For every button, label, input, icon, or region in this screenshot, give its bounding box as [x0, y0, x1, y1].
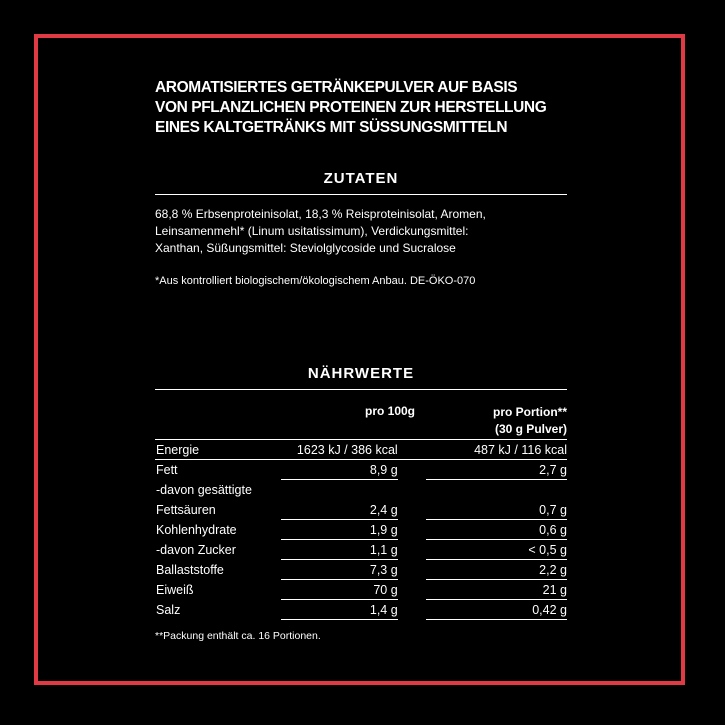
table-row-salz	[155, 600, 567, 620]
ingredients-line-1: 68,8 % Erbsenproteinisolat, 18,3 % Reisproteinisolat, Aromen,	[155, 207, 486, 221]
row-label: Eiweiß	[156, 583, 194, 597]
row-value-portion	[426, 480, 567, 500]
row-label: Salz	[156, 603, 181, 617]
headline-line-3: EINES KALTGETRÄNKS MIT SÜSSUNGSMITTELN	[155, 119, 508, 136]
row-label: Ballaststoffe	[156, 563, 224, 577]
table-row-fettsaeuren	[155, 500, 567, 520]
header-per-100g: pro 100g	[364, 404, 415, 418]
header-per-portion	[415, 404, 567, 439]
organic-note: *Aus kontrolliert biologischem/ökologischem Anbau. DE-ÖKO-070	[155, 275, 476, 287]
header-per-portion-line-1: pro Portion**	[493, 405, 567, 419]
table-row-kohlenhydrate	[155, 520, 567, 540]
ingredients-line-2: Leinsamenmehl* (Linum usitatissimum), Verdickungsmittel:	[155, 224, 469, 238]
ingredients-line-3: Xanthan, Süßungsmittel: Steviolglycoside und Sucralose	[155, 241, 456, 255]
table-row-eiweiss	[155, 580, 567, 600]
nutrition-table	[155, 404, 567, 620]
row-label: Energie	[156, 443, 200, 457]
row-label: -davon Zucker	[156, 543, 236, 557]
row-value-per100: 1623 kJ / 386 kcal	[296, 443, 398, 457]
header-per-portion-line-2: (30 g Pulver)	[494, 422, 567, 436]
product-headline	[155, 78, 567, 138]
row-value-portion: 2,7 g	[426, 460, 567, 480]
row-value-per100	[281, 480, 398, 500]
zutaten-title: ZUTATEN	[155, 170, 567, 195]
row-value-per100: 1,4 g	[281, 600, 398, 620]
label-content	[155, 78, 567, 617]
table-row-energie	[155, 440, 567, 460]
row-value-portion: 0,7 g	[426, 500, 567, 520]
row-label: -davon gesättigte	[156, 483, 252, 497]
ingredients-text	[155, 206, 567, 257]
row-value-portion: 0,42 g	[426, 600, 567, 620]
row-value-per100: 1,1 g	[281, 540, 398, 560]
naehrwerte-title: NÄHRWERTE	[155, 365, 567, 390]
table-row-fett	[155, 460, 567, 480]
row-value-portion: 21 g	[426, 580, 567, 600]
portion-footnote: **Packung enthält ca. 16 Portionen.	[155, 630, 321, 642]
table-row-ballaststoffe	[155, 560, 567, 580]
headline-line-1: AROMATISIERTES GETRÄNKEPULVER AUF BASIS	[155, 79, 518, 96]
row-value-portion: < 0,5 g	[426, 540, 567, 560]
table-row-davon-zucker	[155, 540, 567, 560]
row-value-portion: 487 kJ / 116 kcal	[474, 443, 567, 457]
table-row-davon-gesaettigte	[155, 480, 567, 500]
row-label: Fett	[156, 463, 178, 477]
row-value-portion: 2,2 g	[426, 560, 567, 580]
row-label: Kohlenhydrate	[156, 523, 237, 537]
row-value-per100: 2,4 g	[281, 500, 398, 520]
row-label: Fettsäuren	[156, 503, 216, 517]
row-value-per100: 1,9 g	[281, 520, 398, 540]
headline-line-2: VON PFLANZLICHEN PROTEINEN ZUR HERSTELLUNG	[155, 99, 547, 116]
row-value-per100: 70 g	[281, 580, 398, 600]
row-value-portion: 0,6 g	[426, 520, 567, 540]
nutrition-table-header	[155, 404, 567, 440]
row-value-per100: 7,3 g	[281, 560, 398, 580]
row-value-per100: 8,9 g	[281, 460, 398, 480]
